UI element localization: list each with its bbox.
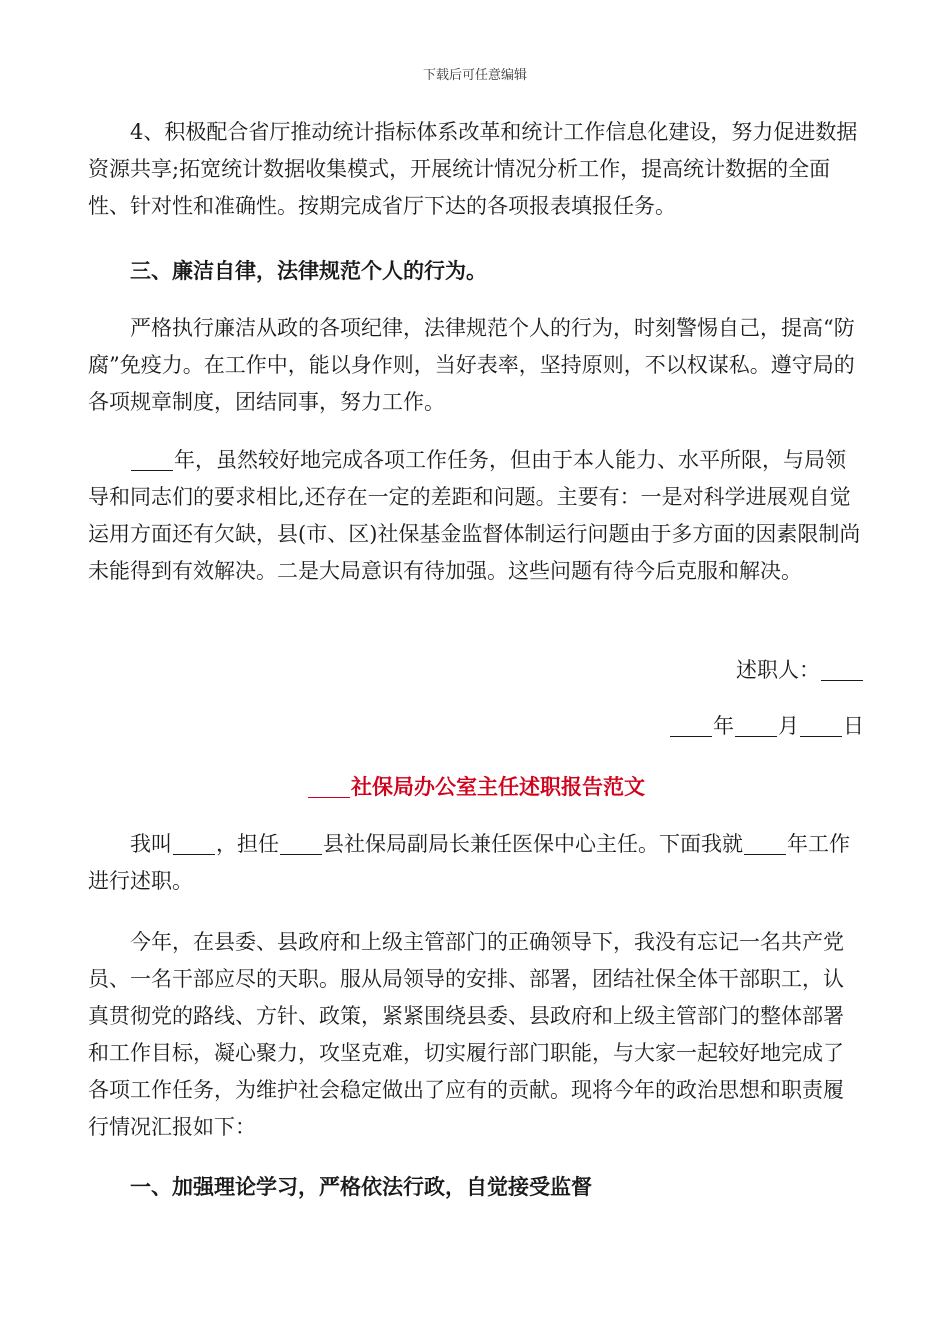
date-line — [88, 708, 864, 745]
name-blank — [173, 832, 215, 855]
intro-text-b: ，担任 — [216, 832, 279, 856]
paragraph-summary — [88, 924, 864, 1146]
section-heading-1 — [88, 1168, 864, 1205]
year-blank — [670, 714, 712, 737]
year-blank-2 — [744, 832, 786, 855]
paragraph-intro — [88, 826, 864, 900]
paragraph-integrity — [88, 310, 864, 421]
month-blank — [735, 714, 777, 737]
paragraph-text: 4、积极配合省厅推动统计指标体系改革和统计工作信息化建设，努力促进数据资源共享;拓宽统计数据收集模式，开展统计情况分析工作，提高统计数据的全面性、针对性和准确性。按期完成省厅下达的各项报表填报任务。 — [88, 120, 858, 218]
section-heading-3 — [88, 252, 864, 289]
day-blank — [800, 714, 842, 737]
year-label: 年 — [713, 714, 734, 738]
heading-text: 三、廉洁自律，法律规范个人的行为。 — [130, 258, 487, 283]
paragraph-shortcomings — [88, 442, 864, 590]
month-label: 月 — [778, 714, 799, 738]
page-header: 下载后可任意编辑 — [422, 68, 527, 83]
signature-blank — [821, 658, 863, 681]
paragraph-text: 今年，在县委、县政府和上级主管部门的正确领导下，我没有忘记一名共产党员、一名干部应尽的天职。服从局领导的安排、部署，团结社保全体干部职工，认真贯彻党的路线、方针、政策，紧紧围绕县委、县政府和上级主管部门的整体部署和工作目标，凝心聚力，攻坚克难，切实履行部门职能，与大家一起较好地完成了各项工作任务，为维护社会稳定做出了应有的贡献。现将今年的政治思想和职责履行情况汇报如下： — [88, 930, 844, 1139]
intro-text-a: 我叫 — [130, 832, 172, 856]
county-blank — [280, 832, 322, 855]
paragraph-text: 严格执行廉洁从政的各项纪律，法律规范个人的行为，时刻警惕自己，提高“防腐”免疫力。在工作中，能以身作则，当好表率，坚持原则，不以权谋私。遵守局的各项规章制度，团结同事，努力工作。 — [88, 316, 855, 414]
intro-text-d: 年工作进行述职。 — [88, 832, 850, 893]
signature-line — [88, 652, 864, 689]
paragraph-text: 年，虽然较好地完成各项工作任务，但由于本人能力、水平所限，与局领导和同志们的要求相比,还存在一定的差距和问题。主要有：一是对科学进展观自觉运用方面还有欠缺，县(市、区)社保基金监督体制运行问题由于多方面的因素限制尚未能得到有效解决。二是大局意识有待加强。这些问题有待今后克服和解决。 — [88, 448, 861, 583]
document-title — [88, 768, 864, 805]
blank-field — [131, 448, 173, 471]
paragraph-statistics — [88, 114, 864, 225]
heading-text: 一、加强理论学习，严格依法行政，自觉接受监督 — [130, 1174, 592, 1199]
day-label: 日 — [843, 714, 864, 738]
title-text: 社保局办公室主任述职报告范文 — [351, 774, 645, 799]
title-blank — [308, 775, 350, 798]
signature-label: 述职人： — [736, 658, 820, 682]
intro-text-c: 县社保局副局长兼任医保中心主任。下面我就 — [323, 832, 743, 856]
